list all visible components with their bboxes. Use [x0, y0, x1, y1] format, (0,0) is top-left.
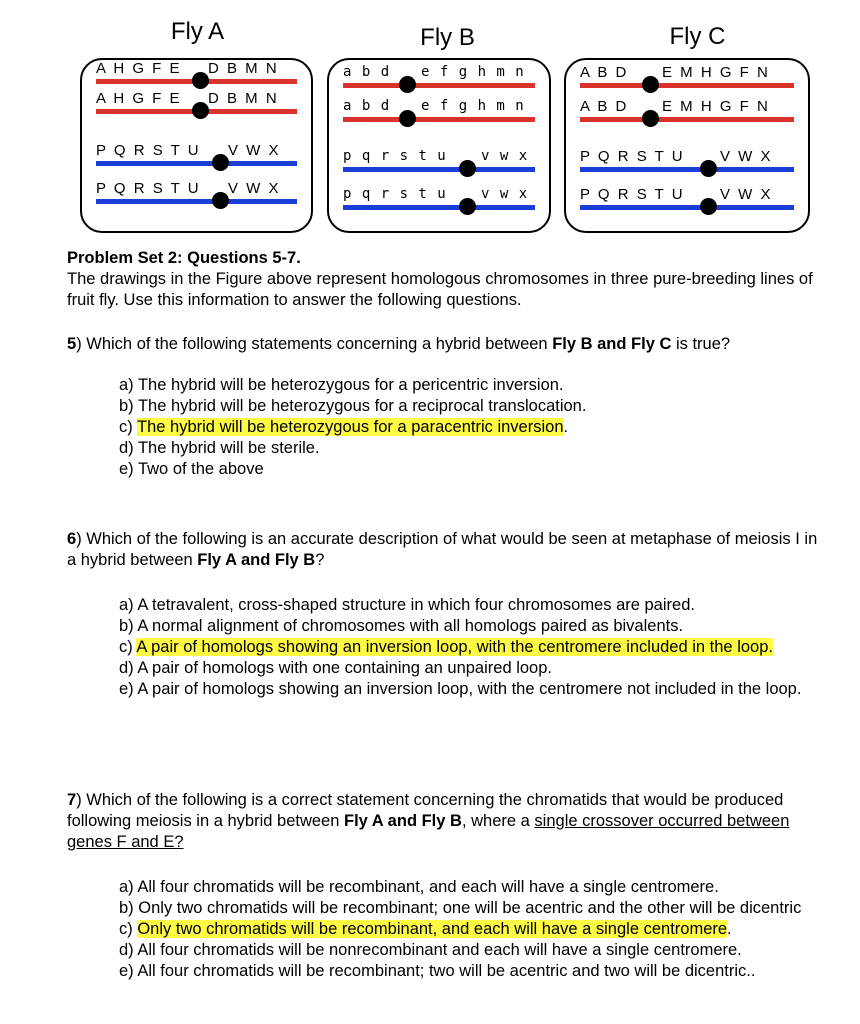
chromosome-bar	[343, 205, 535, 210]
question-bold-text: Fly A and Fly B	[343, 812, 462, 830]
option-e[interactable]	[119, 459, 820, 480]
option-text: Only two chromatids will be recombinant, and each will have a single centromere	[137, 920, 728, 938]
option-letter: e)	[119, 460, 138, 478]
option-letter: e)	[119, 962, 138, 980]
gene-label: D B M N	[208, 60, 279, 77]
option-text: The hybrid will be sterile.	[137, 439, 320, 457]
option-d[interactable]	[119, 438, 820, 459]
gene-label: E M H G F N	[662, 64, 770, 81]
fly-a-chromosome2-top	[96, 142, 297, 174]
option-letter: d)	[119, 659, 138, 677]
option-letter: b)	[119, 397, 138, 415]
chromosome-bar	[580, 167, 794, 172]
centromere	[700, 198, 717, 215]
question-number: 5	[67, 335, 77, 353]
fly-a-chromosome1-top	[96, 60, 297, 92]
fly-b-chromosome1-top	[343, 64, 535, 96]
gene-label: P Q R S T U	[96, 180, 201, 197]
centromere	[399, 110, 416, 127]
option-a[interactable]	[119, 375, 820, 396]
fly-b-title: Fly B	[420, 24, 475, 51]
question-number: 6	[67, 530, 77, 548]
fly-b-chromosome1-bottom	[343, 98, 535, 130]
fly-b-chromosome2-bottom	[343, 186, 535, 218]
chromosome-bar	[96, 161, 297, 166]
question-text: ) Which of the following is an accurate description of what would be seen at metaphase of meiosis I in a hybrid between	[67, 530, 818, 569]
question-7	[67, 790, 820, 982]
option-text: The hybrid will be heterozygous for a paracentric inversion	[137, 418, 564, 436]
gene-label: a b d	[343, 64, 391, 80]
option-e[interactable]	[119, 961, 820, 982]
option-c-highlighted[interactable]	[119, 637, 820, 658]
option-letter: c)	[119, 920, 138, 938]
fly-b-panel	[327, 58, 551, 233]
chromosome-bar	[343, 117, 535, 122]
question-6-options	[67, 595, 820, 700]
fly-c-chromosome2-top	[580, 148, 794, 180]
fly-c-title: Fly C	[669, 23, 726, 50]
question-bold-text: Fly A and Fly B	[197, 551, 316, 569]
question-underlined-text: single crossover occurred between genes F and E?	[67, 812, 790, 851]
centromere	[192, 72, 209, 89]
option-letter: a)	[119, 878, 138, 896]
option-letter: c)	[119, 638, 137, 656]
chromosome-bar	[343, 83, 535, 88]
gene-label: p q r s t u	[343, 186, 447, 202]
option-letter: c)	[119, 418, 138, 436]
question-text: , where a	[461, 812, 535, 830]
fly-c-chromosome1-bottom	[580, 98, 794, 130]
fly-a-title: Fly A	[170, 18, 225, 45]
chromosome-bar	[580, 117, 794, 122]
chromosome-figure	[80, 18, 810, 233]
option-letter: a)	[119, 596, 138, 614]
option-text: A tetravalent, cross-shaped structure in which four chromosomes are paired.	[137, 596, 695, 614]
gene-label: A B D	[580, 98, 629, 115]
question-7-options	[67, 877, 820, 982]
option-text: A pair of homologs with one containing an unpaired loop.	[137, 659, 552, 677]
option-text: Two of the above	[137, 460, 264, 478]
centromere	[642, 110, 659, 127]
gene-label: P Q R S T U	[96, 142, 201, 159]
gene-label: V W X	[720, 148, 773, 165]
chromosome-bar	[96, 199, 297, 204]
question-5-stem	[67, 334, 820, 355]
gene-label: V W X	[228, 180, 281, 197]
option-text: A normal alignment of chromosomes with all homologs paired as bivalents.	[137, 617, 684, 635]
centromere	[642, 76, 659, 93]
question-6	[67, 529, 820, 700]
option-text: All four chromatids will be recombinant; two will be acentric and two will be dicentric..	[137, 962, 756, 980]
question-bold-text: Fly B and Fly C	[552, 335, 672, 353]
centromere	[700, 160, 717, 177]
question-5	[67, 334, 820, 480]
option-d[interactable]	[119, 658, 820, 679]
option-suffix: .	[727, 920, 732, 938]
option-b[interactable]	[119, 396, 820, 417]
gene-label: A H G F E	[96, 90, 182, 107]
centromere	[212, 154, 229, 171]
fly-a-chromosome2-bottom	[96, 180, 297, 212]
gene-label: v w x	[481, 186, 529, 202]
option-letter: d)	[119, 941, 138, 959]
gene-label: e f g h m n	[421, 98, 525, 114]
option-a[interactable]	[119, 877, 820, 898]
gene-label: A H G F E	[96, 60, 182, 77]
problem-set-intro	[67, 248, 820, 311]
option-suffix: .	[563, 418, 569, 436]
gene-label: e f g h m n	[421, 64, 525, 80]
option-text: All four chromatids will be nonrecombinant and each will have a single centromere.	[137, 941, 742, 959]
option-text: A pair of homologs showing an inversion loop, with the centromere included in the loop.	[136, 638, 773, 656]
gene-label: V W X	[720, 186, 773, 203]
question-text: is true?	[671, 335, 731, 353]
centromere	[399, 76, 416, 93]
option-letter: a)	[119, 376, 138, 394]
gene-label: V W X	[228, 142, 281, 159]
question-7-stem	[67, 790, 820, 853]
gene-label: a b d	[343, 98, 391, 114]
option-text: The hybrid will be heterozygous for a pericentric inversion.	[137, 376, 564, 394]
option-e[interactable]	[119, 679, 820, 700]
page-title: Problem Set 2: Questions 5-7.	[67, 249, 301, 267]
fly-c-chromosome1-top	[580, 64, 794, 96]
question-number: 7	[67, 791, 77, 809]
option-c-highlighted[interactable]	[119, 919, 820, 940]
fly-b-chromosome2-top	[343, 148, 535, 180]
option-text: The hybrid will be heterozygous for a reciprocal translocation.	[137, 397, 587, 415]
fly-a-chromosome1-bottom	[96, 90, 297, 122]
fly-c-panel	[564, 58, 810, 233]
option-letter: b)	[119, 617, 138, 635]
fly-a-panel	[80, 58, 313, 233]
centromere	[212, 192, 229, 209]
gene-label: P Q R S T U	[580, 148, 685, 165]
option-letter: e)	[119, 680, 138, 698]
option-letter: b)	[119, 899, 139, 917]
question-text: ?	[315, 551, 325, 569]
gene-label: P Q R S T U	[580, 186, 685, 203]
option-text: A pair of homologs showing an inversion loop, with the centromere not included in the loop.	[137, 680, 802, 698]
question-text: ) Which of the following statements concerning a hybrid between	[76, 335, 553, 353]
question-text: ) Which of the following is a correct statement concerning the chromatids that would be produced following meiosis in a hybrid between	[67, 791, 784, 830]
question-6-stem	[67, 529, 820, 571]
chromosome-bar	[580, 83, 794, 88]
option-letter: d)	[119, 439, 138, 457]
gene-label: v w x	[481, 148, 529, 164]
gene-label: A B D	[580, 64, 629, 81]
chromosome-bar	[343, 167, 535, 172]
gene-label: p q r s t u	[343, 148, 447, 164]
gene-label: D B M N	[208, 90, 279, 107]
option-d[interactable]	[119, 940, 820, 961]
centromere	[192, 102, 209, 119]
centromere	[459, 198, 476, 215]
gene-label: E M H G F N	[662, 98, 770, 115]
intro-text: The drawings in the Figure above represent homologous chromosomes in three pure-breeding lines of fruit fly. Use this information to answer the following questions.	[67, 270, 813, 309]
option-b[interactable]	[119, 898, 820, 919]
option-text: All four chromatids will be recombinant, and each will have a single centromere.	[137, 878, 719, 896]
question-5-options	[67, 375, 820, 480]
option-a[interactable]	[119, 595, 820, 616]
chromosome-bar	[580, 205, 794, 210]
option-c-highlighted[interactable]	[119, 417, 820, 438]
option-b[interactable]	[119, 616, 820, 637]
centromere	[459, 160, 476, 177]
option-text: Only two chromatids will be recombinant; one will be acentric and the other will be dicentric	[138, 899, 802, 917]
fly-c-chromosome2-bottom	[580, 186, 794, 218]
